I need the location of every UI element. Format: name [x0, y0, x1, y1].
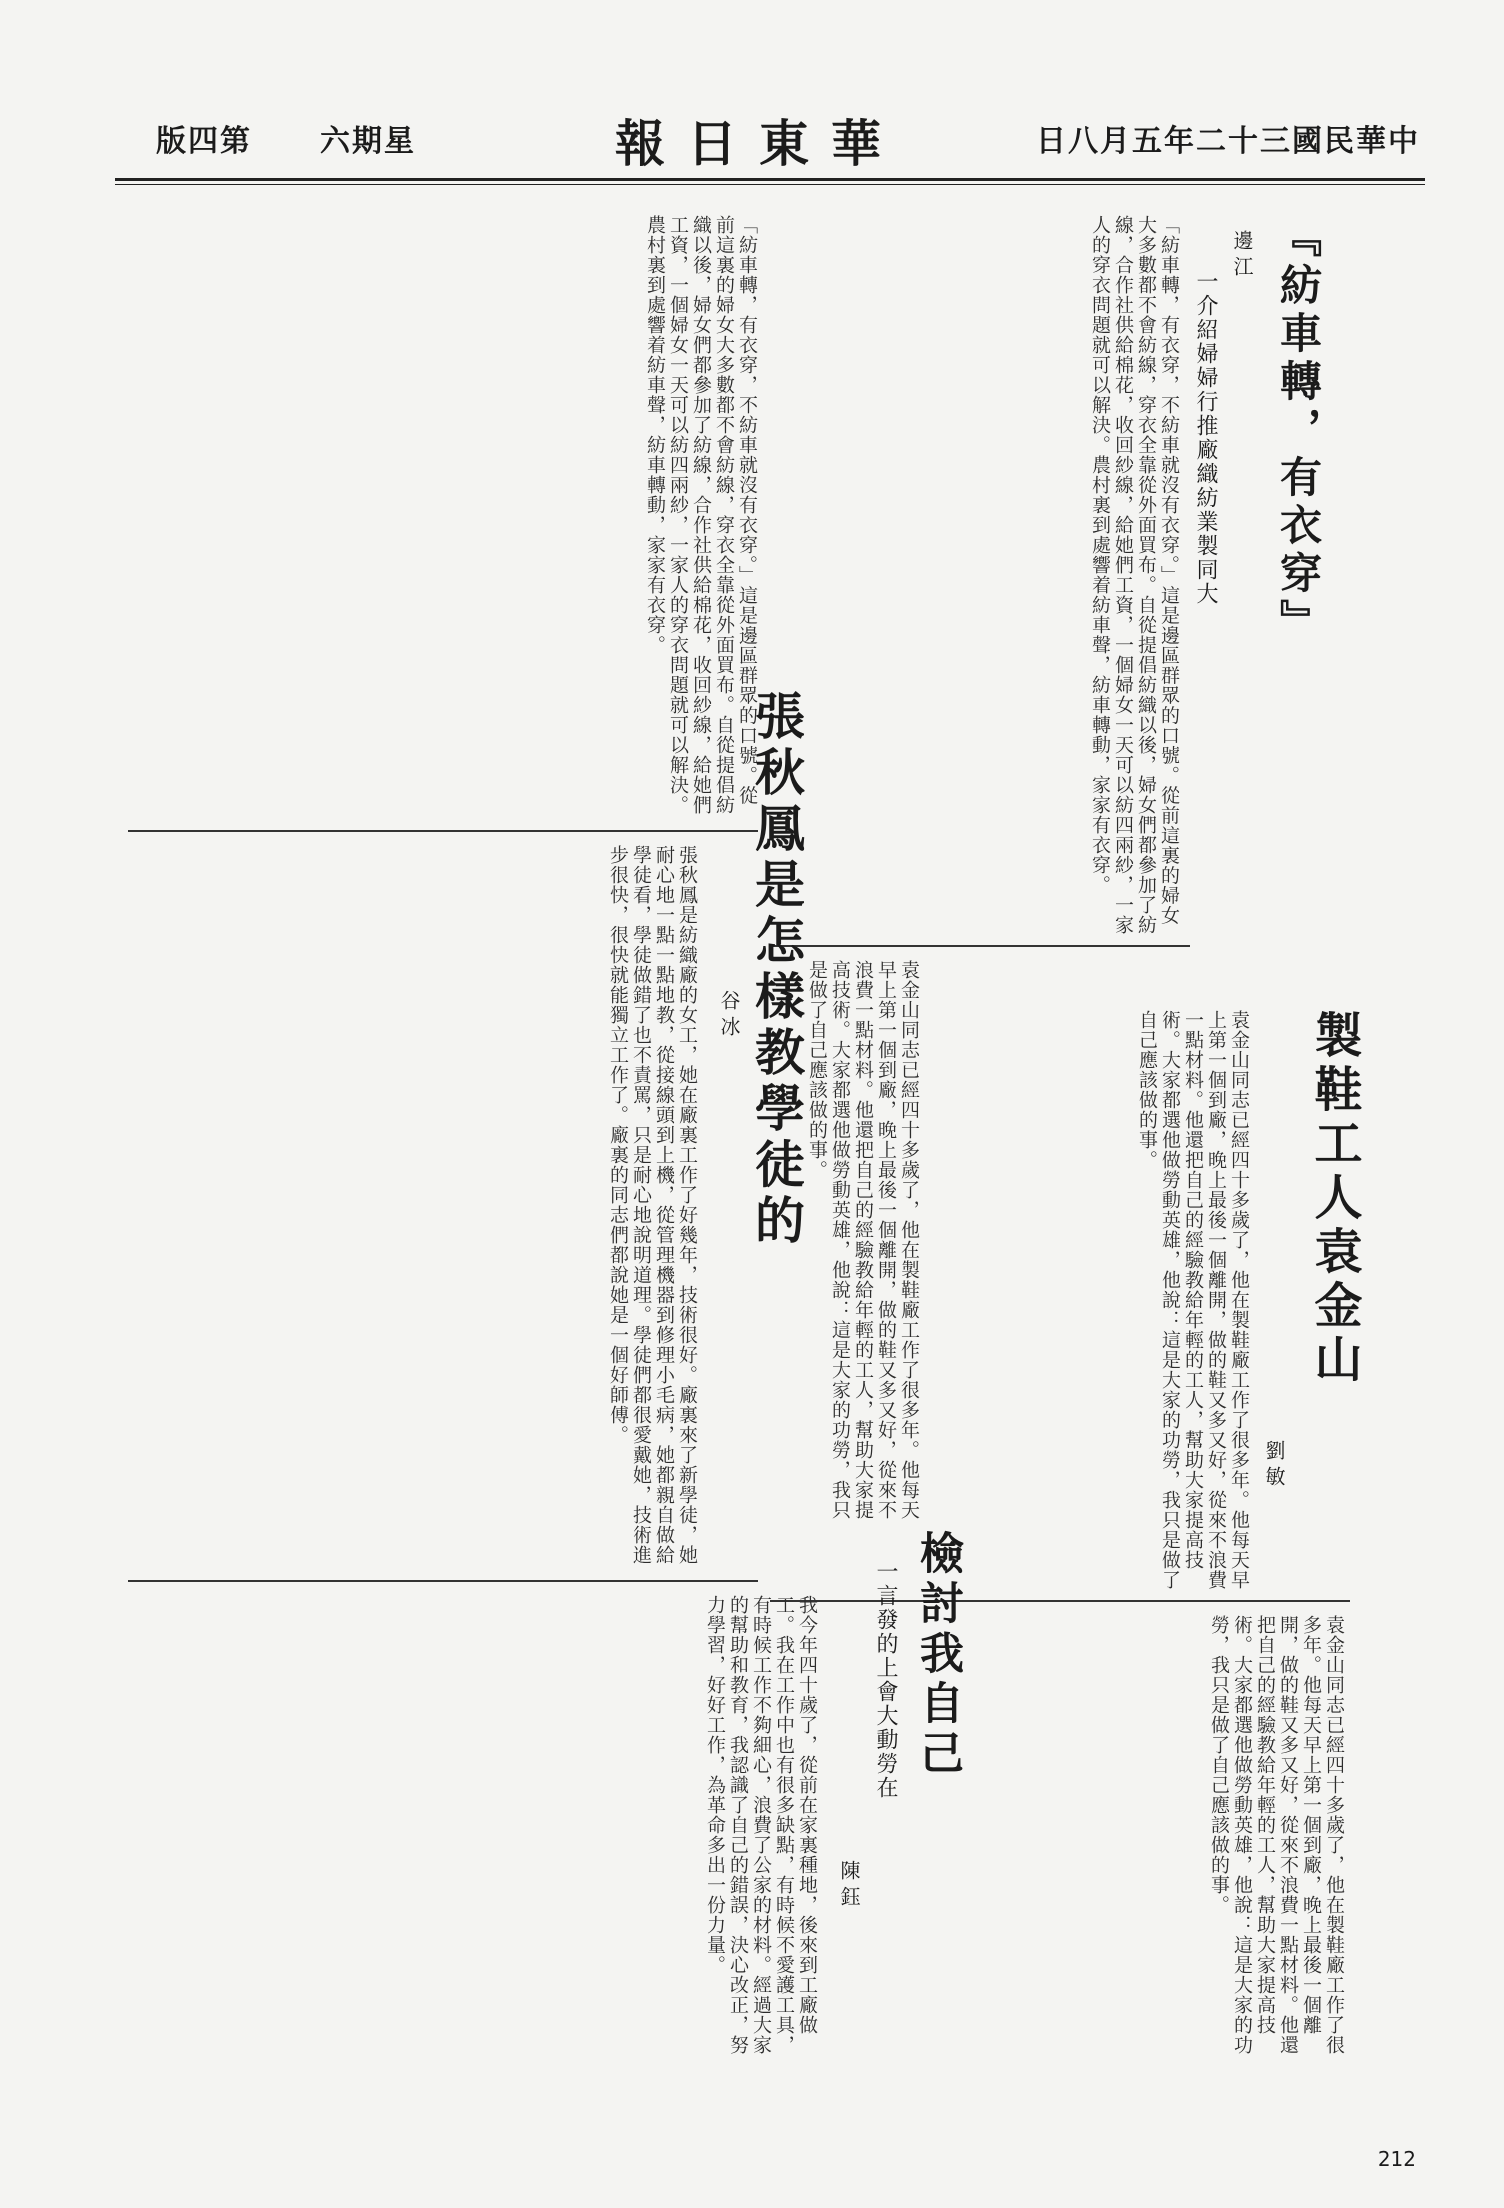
page-number-label: 版四第: [156, 124, 252, 159]
article4-byline: 陳鈺: [837, 1860, 861, 1912]
article3-title: 製鞋工人袁金山: [1306, 1010, 1362, 1388]
page-header: [120, 100, 1420, 173]
column-rule: [770, 945, 1190, 947]
article1-body-cont: 「紡車轉，有衣穿，不紡車就沒有衣穿。」這是邊區群眾的口號。從前這裏的婦女大多數都不會紡線，穿衣全靠從外面買布。自從提倡紡織以後，婦女們都參加了紡線，合作社供給棉花，收回紗線，給她們工資，一個婦女一天可以紡四兩紗，一家人的穿衣問題就可以解決。農村裏到處響着紡車聲，紡車轉動，家家有衣穿。: [644, 215, 758, 815]
article1-byline: 邊江: [1230, 230, 1254, 282]
article1-body: 「紡車轉，有衣穿，不紡車就沒有衣穿。」這是邊區群眾的口號。從前這裏的婦女大多數都不會紡線，穿衣全靠從外面買布。自從提倡紡織以後，婦女們都參加了紡線，合作社供給棉花，收回紗線，給她們工資，一個婦女一天可以紡四兩紗，一家人的穿衣問題就可以解決。農村裏到處響着紡車聲，紡車轉動，家家有衣穿。: [1089, 215, 1180, 935]
column-rule: [770, 1600, 1350, 1602]
article2-body: 張秋鳳是紡織廠的女工，她在廠裏工作了好幾年，技術很好。廠裏來了新學徒，她耐心地一點一點地教，從接線頭到上機，從管理機器到修理小毛病，她都親自做給學徒看，學徒做錯了也不責罵，只是耐心地說明道理。學徒們都很愛戴她，技術進步很快，很快就能獨立工作了。廠裏的同志們都說她是一個好師傅。: [607, 845, 698, 1565]
article3-body-cont: 袁金山同志已經四十多歲了，他在製鞋廠工作了很多年。他每天早上第一個到廠，晚上最後一個離開，做的鞋又多又好，從來不浪費一點材料。他還把自己的經驗教給年輕的工人，幫助大家提高技術。大家都選他做勞動英雄，他說：這是大家的功勞，我只是做了自己應該做的事。: [806, 960, 920, 1520]
date-label: 日八月五年二十三國民華中: [1036, 124, 1420, 159]
article1-subtitle: 一介紹婦婦行推廠織紡業製同大: [1193, 270, 1218, 606]
page-folio: 212: [1377, 2147, 1416, 2171]
article4-body: 我今年四十歲了，從前在家裏種地，後來到工廠做工。我在工作中也有很多缺點，有時候不愛護工具，有時候工作不夠細心，浪費了公家的材料。經過大家的幫助和教育，我認識了自己的錯誤，決心改正，努力學習，好好工作，為革命多出一份力量。: [704, 1595, 818, 2055]
article4-subtitle: 一言發的上會大動勞在: [873, 1560, 898, 1800]
header-rule: [115, 178, 1425, 181]
weekday-label: 六期星: [320, 124, 416, 159]
column-rule: [128, 830, 758, 832]
article2-title: 張秋鳳是怎樣教學徒的: [747, 690, 806, 1250]
article3-body: 袁金山同志已經四十多歲了，他在製鞋廠工作了很多年。他每天早上第一個到廠，晚上最後一個離開，做的鞋又多又好，從來不浪費一點材料。他還把自己的經驗教給年輕的工人，幫助大家提高技術。大家都選他做勞動英雄，他說：這是大家的功勞，我只是做了自己應該做的事。: [1136, 1010, 1250, 1590]
masthead: 報日東華: [615, 114, 903, 173]
article1-title: 『紡車轉，有衣穿』: [1274, 215, 1323, 647]
article4-title: 檢討我自己: [912, 1530, 963, 1780]
column-rule: [128, 1580, 758, 1582]
article2-byline: 谷冰: [717, 990, 741, 1042]
article3-body-end: 袁金山同志已經四十多歲了，他在製鞋廠工作了很多年。他每天早上第一個到廠，晚上最後一個離開，做的鞋又多又好，從來不浪費一點材料。他還把自己的經驗教給年輕的工人，幫助大家提高技術。大家都選他做勞動英雄，他說：這是大家的功勞，我只是做了自己應該做的事。: [1208, 1615, 1345, 2055]
header-rule-thin: [115, 184, 1425, 185]
article3-byline: 劉敏: [1262, 1440, 1286, 1492]
